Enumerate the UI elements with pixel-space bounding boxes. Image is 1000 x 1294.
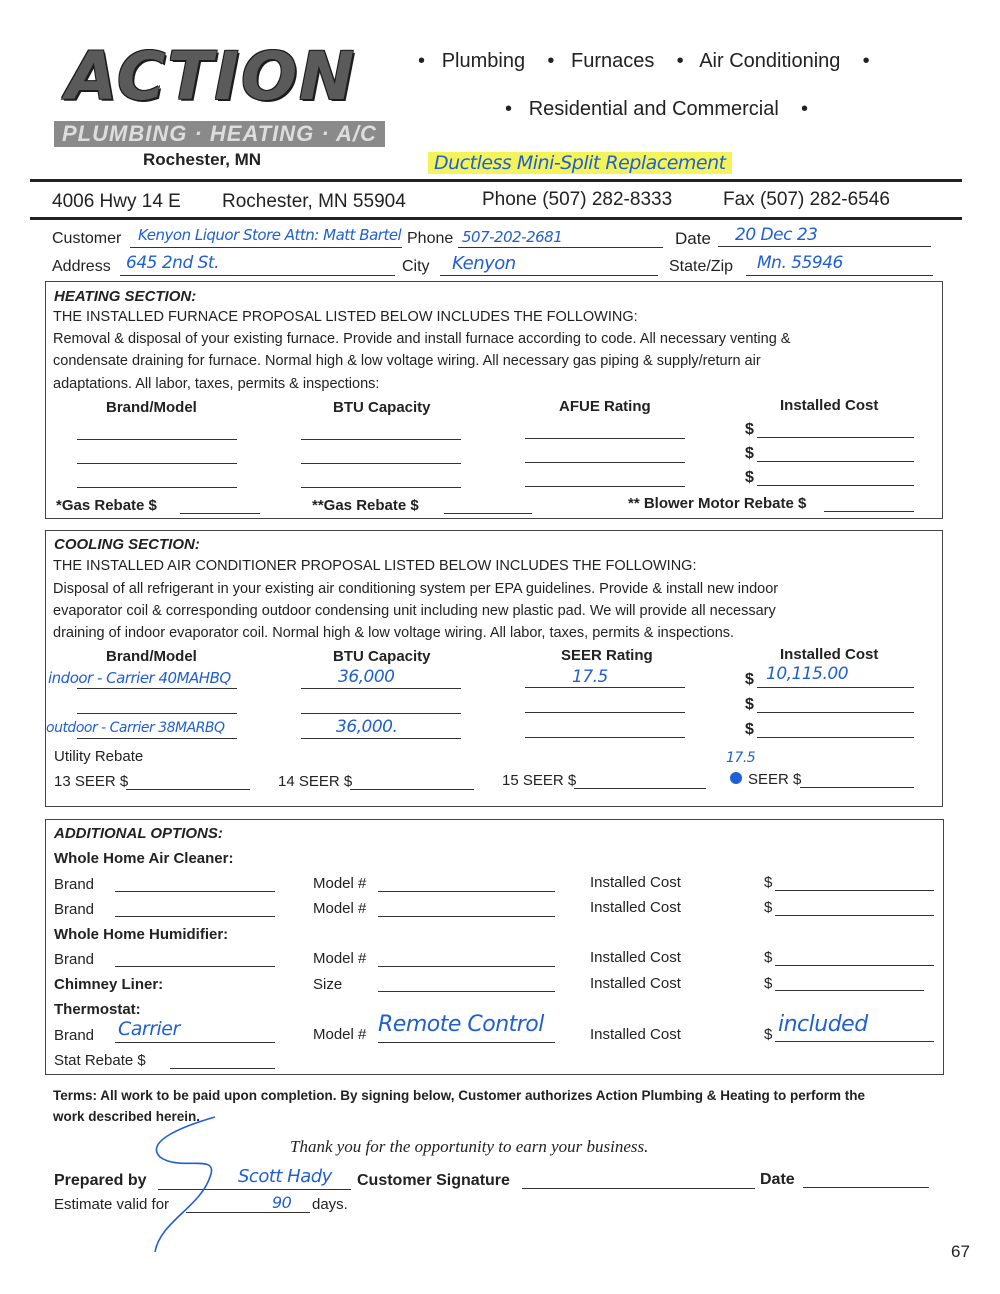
heating-col-cost: Installed Cost (780, 397, 879, 414)
air-cleaner-brand-line-1[interactable] (115, 891, 275, 892)
phone-label: Phone (407, 230, 454, 247)
header-divider-bottom (30, 217, 962, 220)
bullet-icon: • (801, 98, 809, 120)
address-line (120, 275, 395, 276)
heating-dollar-1: $ (745, 421, 754, 438)
thermostat-dollar: $ (764, 1026, 773, 1043)
cooling-row2-btu[interactable]: 36,000. (336, 717, 398, 737)
date-line (718, 246, 931, 247)
cooling-col-brand: Brand/Model (106, 648, 197, 665)
heating-desc-1: Removal & disposal of your existing furnace. Provide and install furnace according to code. All necessary venting & (53, 331, 791, 347)
seer13-line[interactable] (126, 789, 250, 790)
chimney-size-line[interactable] (378, 991, 555, 992)
cooling-desc-1: Disposal of all refrigerant in your existing air conditioning system per EPA guidelines. Provide & install new indoor (53, 581, 779, 597)
heating-dollar-2: $ (745, 445, 754, 462)
heating-afue-line-1[interactable] (525, 438, 685, 439)
heating-col-afue: AFUE Rating (559, 398, 651, 415)
cooling-seer-line-1 (525, 687, 685, 688)
terms-line-1: Terms: All work to be paid upon completion. By signing below, Customer authorizes Action Plumbing & Heating to perform the (53, 1088, 866, 1103)
additional-title: ADDITIONAL OPTIONS: (54, 825, 223, 842)
chimney-cost-line[interactable] (775, 990, 924, 991)
heating-cost-line-2[interactable] (757, 461, 914, 462)
heating-afue-line-3[interactable] (525, 486, 685, 487)
gas-rebate-2-label: **Gas Rebate $ (312, 497, 419, 514)
logo-tagline: PLUMBING · HEATING · A/C (54, 121, 385, 147)
customer-label: Customer (52, 230, 122, 247)
stat-rebate-label: Stat Rebate $ (54, 1052, 146, 1069)
stat-rebate-line[interactable] (170, 1068, 275, 1069)
cooling-cost-line-1 (757, 687, 914, 688)
cooling-brand-line-1 (77, 688, 237, 689)
heating-desc-2: condensate draining for furnace. Normal high & low voltage wiring. All necessary gas piping & supply/return air (53, 353, 761, 369)
cooling-seer-line-3[interactable] (525, 737, 685, 738)
thermostat-model-field[interactable]: Remote Control (378, 1012, 544, 1037)
customer-phone-field[interactable]: 507-202-2681 (462, 228, 563, 246)
chimney-heading: Chimney Liner: (54, 976, 164, 993)
statezip-field[interactable]: Mn. 55946 (757, 253, 843, 273)
gas-rebate-line[interactable] (180, 513, 260, 514)
estimate-valid-days-field[interactable]: 90 (272, 1193, 292, 1212)
humidifier-cost-line[interactable] (775, 965, 934, 966)
heating-title: HEATING SECTION: (54, 288, 197, 305)
heating-col-btu: BTU Capacity (333, 399, 431, 416)
gas-rebate-label: *Gas Rebate $ (56, 497, 157, 514)
signature-scribble-icon (140, 1112, 230, 1262)
seer15-label: 15 SEER $ (502, 772, 577, 789)
heating-desc-3: adaptations. All labor, taxes, permits & inspections: (53, 376, 380, 392)
cooling-row2-brand[interactable]: outdoor - Carrier 38MARBQ (46, 720, 225, 736)
thank-you-note: Thank you for the opportunity to earn your business. (290, 1137, 649, 1156)
seer-custom-label: SEER $ (748, 771, 802, 788)
cooling-row1-seer[interactable]: 17.5 (572, 667, 608, 687)
header-divider-top (30, 179, 962, 182)
cooling-dollar-3: $ (745, 721, 754, 738)
blower-rebate-label: ** Blower Motor Rebate $ (628, 495, 807, 512)
signature-date-label: Date (760, 1171, 795, 1188)
cooling-cost-line-2[interactable] (757, 712, 914, 713)
bullet-icon: • (505, 98, 513, 120)
air-cleaner-dollar-2: $ (764, 899, 773, 916)
air-cleaner-cost-line-1[interactable] (775, 890, 934, 891)
seer15-line[interactable] (574, 788, 706, 789)
company-logo: ACTION (66, 38, 357, 115)
address-label: Address (52, 258, 111, 275)
chimney-size-label: Size (313, 976, 343, 993)
cooling-brand-line-2[interactable] (77, 713, 237, 714)
cooling-dollar-1: $ (745, 671, 754, 688)
chimney-dollar: $ (764, 975, 773, 992)
air-cleaner-model-line-2[interactable] (378, 916, 555, 917)
air-cleaner-model-label-1: Model # (313, 875, 367, 892)
cooling-cost-line-3[interactable] (757, 737, 914, 738)
air-cleaner-dollar-1: $ (764, 874, 773, 891)
humidifier-heading: Whole Home Humidifier: (54, 926, 229, 943)
city-line (440, 275, 658, 276)
terms-line-2: work described herein. (53, 1109, 201, 1124)
thermostat-brand-field[interactable]: Carrier (118, 1018, 180, 1040)
cooling-btu-line-2[interactable] (301, 713, 461, 714)
cooling-intro: THE INSTALLED AIR CONDITIONER PROPOSAL LISTED BELOW INCLUDES THE FOLLOWING: (53, 558, 697, 574)
cooling-row1-btu[interactable]: 36,000 (338, 667, 395, 687)
heating-cost-line-3[interactable] (757, 485, 914, 486)
air-cleaner-cost-line-2[interactable] (775, 915, 934, 916)
phone-line (458, 247, 663, 248)
humidifier-model-line[interactable] (378, 966, 555, 967)
air-cleaner-model-label-2: Model # (313, 900, 367, 917)
service-furnaces: Furnaces (571, 50, 655, 72)
seer-custom-line[interactable] (800, 787, 914, 788)
seer14-label: 14 SEER $ (278, 773, 353, 790)
date-field[interactable]: 20 Dec 23 (735, 225, 818, 245)
cooling-dollar-2: $ (745, 696, 754, 713)
job-title: Ductless Mini-Split Replacement (428, 152, 732, 174)
air-cleaner-brand-label-1: Brand (54, 876, 95, 893)
cooling-title: COOLING SECTION: (54, 536, 200, 553)
service-air-conditioning: Air Conditioning (699, 50, 841, 72)
bullet-icon: • (418, 50, 426, 72)
thermostat-brand-label: Brand (54, 1027, 95, 1044)
air-cleaner-heading: Whole Home Air Cleaner: (54, 850, 234, 867)
heating-btu-line-2[interactable] (301, 463, 461, 464)
gas-rebate-2-line[interactable] (444, 513, 532, 514)
bullet-icon: • (676, 50, 684, 72)
bullet-icon: • (862, 50, 870, 72)
heating-cost-line-1[interactable] (757, 437, 914, 438)
humidifier-brand-line[interactable] (115, 966, 275, 967)
customer-signature-label: Customer Signature (357, 1172, 510, 1189)
chimney-cost-label: Installed Cost (590, 975, 681, 992)
air-cleaner-cost-label-1: Installed Cost (590, 874, 681, 891)
heating-brand-line-3[interactable] (77, 487, 237, 488)
days-label: days. (312, 1196, 348, 1213)
signature-date-line[interactable] (803, 1187, 929, 1188)
cooling-col-btu: BTU Capacity (333, 648, 431, 665)
cooling-brand-line-3 (77, 738, 237, 739)
humidifier-cost-label: Installed Cost (590, 949, 681, 966)
company-address: 4006 Hwy 14 E (52, 191, 181, 212)
cooling-row1-brand[interactable]: indoor - Carrier 40MAHBQ (48, 669, 231, 687)
cooling-btu-line-1 (301, 688, 461, 689)
thermostat-heading: Thermostat: (54, 1001, 141, 1018)
humidifier-brand-label: Brand (54, 951, 95, 968)
logo-city: Rochester, MN (143, 150, 262, 169)
customer-name-field[interactable]: Kenyon Liquor Store Attn: Matt Bartel (138, 226, 402, 244)
prepared-by-field[interactable]: Scott Hady (238, 1166, 332, 1187)
thermostat-cost-line (775, 1041, 934, 1042)
statezip-line (746, 275, 933, 276)
humidifier-dollar: $ (764, 949, 773, 966)
heating-intro: THE INSTALLED FURNACE PROPOSAL LISTED BELOW INCLUDES THE FOLLOWING: (53, 309, 638, 325)
heating-afue-line-2[interactable] (525, 462, 685, 463)
estimate-valid-line (186, 1212, 310, 1213)
page-number: 67 (951, 1242, 970, 1261)
statezip-label: State/Zip (669, 258, 734, 275)
services-line-2 (505, 98, 808, 121)
air-cleaner-model-line-1[interactable] (378, 891, 555, 892)
bullet-icon: • (547, 50, 555, 72)
thermostat-model-label: Model # (313, 1026, 367, 1043)
heating-brand-line-2[interactable] (77, 463, 237, 464)
cooling-desc-3: draining of indoor evaporator coil. Normal high & low voltage wiring. All labor, taxes, permits & inspections. (53, 625, 735, 641)
services-line-1 (418, 50, 870, 73)
seer-custom-note[interactable]: 17.5 (726, 750, 756, 766)
thermostat-cost-field[interactable]: included (778, 1012, 868, 1037)
heating-brand-line-1[interactable] (77, 439, 237, 440)
heating-col-brand: Brand/Model (106, 399, 197, 416)
prepared-by-label: Prepared by (54, 1172, 147, 1189)
seer14-line[interactable] (350, 789, 474, 790)
air-cleaner-cost-label-2: Installed Cost (590, 899, 681, 916)
estimate-valid-label: Estimate valid for (54, 1196, 170, 1213)
customer-signature-line[interactable] (522, 1188, 755, 1189)
cooling-desc-2: evaporator coil & corresponding outdoor condensing unit including new plastic pad. We will provide all necessary (53, 603, 776, 619)
thermostat-brand-line (115, 1042, 275, 1043)
humidifier-model-label: Model # (313, 950, 367, 967)
thermostat-cost-label: Installed Cost (590, 1026, 681, 1043)
heating-btu-line-3[interactable] (301, 487, 461, 488)
cooling-col-seer: SEER Rating (561, 647, 653, 664)
ink-dot-icon (730, 772, 742, 784)
date-label: Date (675, 229, 711, 248)
service-plumbing: Plumbing (441, 50, 526, 72)
company-fax: Fax (507) 282-6546 (723, 189, 890, 210)
seer13-label: 13 SEER $ (54, 773, 129, 790)
company-phone: Phone (507) 282-8333 (482, 189, 673, 210)
city-field[interactable]: Kenyon (452, 253, 516, 274)
address-field[interactable]: 645 2nd St. (126, 253, 219, 273)
utility-rebate-label: Utility Rebate (54, 748, 144, 765)
air-cleaner-brand-line-2[interactable] (115, 916, 275, 917)
city-label: City (402, 258, 430, 275)
service-residential-commercial: Residential and Commercial (528, 98, 779, 120)
cooling-col-cost: Installed Cost (780, 646, 879, 663)
heating-dollar-3: $ (745, 469, 754, 486)
customer-name-line (130, 247, 402, 248)
thermostat-model-line (378, 1042, 555, 1043)
blower-rebate-line[interactable] (824, 511, 914, 512)
cooling-seer-line-2[interactable] (525, 712, 685, 713)
air-cleaner-brand-label-2: Brand (54, 901, 95, 918)
cooling-row1-cost[interactable]: 10,115.00 (766, 664, 849, 684)
company-city-state: Rochester, MN 55904 (222, 191, 406, 212)
cooling-btu-line-3 (301, 738, 461, 739)
heating-btu-line-1[interactable] (301, 439, 461, 440)
